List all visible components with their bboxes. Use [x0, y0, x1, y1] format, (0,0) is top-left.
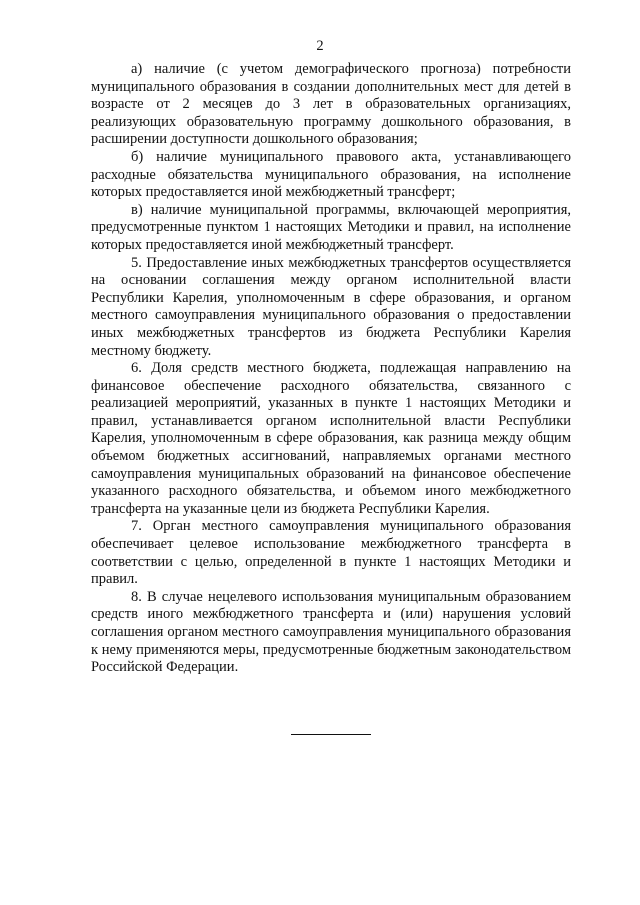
page-number: 2: [316, 38, 324, 54]
paragraph-7: 7. Орган местного самоуправления муниципального образования обеспечивает целевое использование межбюджетного трансферта в соответствии с целью, определенной в пункте 1 настоящих Методики и правил.: [91, 518, 571, 588]
paragraph-5: 5. Предоставление иных межбюджетных трансфертов осуществляется на основании соглашения между органом исполнительной власти Республики Карелия, уполномоченным в сфере образования, и органом местного самоуправления муниципального образования о предоставлении иных межбюджетных трансфертов из бюджета Республики Карелия местному бюджету.: [91, 254, 571, 359]
end-of-document-rule: [291, 734, 371, 735]
paragraph-6: 6. Доля средств местного бюджета, подлежащая направлению на финансовое обеспечение расходного обязательства, связанного с реализацией мероприятий, указанных в пункте 1 настоящих Методики и правил, устанавливается органом исполнительной власти Республики Карелия, уполномоченным в сфере образования, как разница между общим объемом бюджетных ассигнований, направляемых органами местного самоуправления муниципальных образований на финансовое обеспечение указанного расходного обязательства, и объемом иного межбюджетного трансферта на указанные цели из бюджета Республики Карелия.: [91, 360, 571, 517]
paragraph-b: б) наличие муниципального правового акта, устанавливающего расходные обязательства муниципального образования, на исполнение которых предоставляется иной межбюджетный трансферт;: [91, 148, 571, 201]
document-body: [91, 61, 571, 677]
paragraph-a: а) наличие (с учетом демографического прогноза) потребности муниципального образования в создании дополнительных мест для детей в возрасте от 2 месяцев до 3 лет в образовательных организациях, реализующих образовательную программу дошкольного образования, в расширении доступности дошкольного образования;: [91, 61, 571, 148]
paragraph-c: в) наличие муниципальной программы, включающей мероприятия, предусмотренные пунктом 1 настоящих Методики и правил, на исполнение которых предоставляется иной межбюджетный трансферт.: [91, 201, 571, 253]
paragraph-8: 8. В случае нецелевого использования муниципальным образованием средств иного межбюджетного трансферта и (или) нарушения условий соглашения органом местного самоуправления муниципального образования к нему применяются меры, предусмотренные бюджетным законодательством Российской Федерации.: [91, 588, 571, 676]
